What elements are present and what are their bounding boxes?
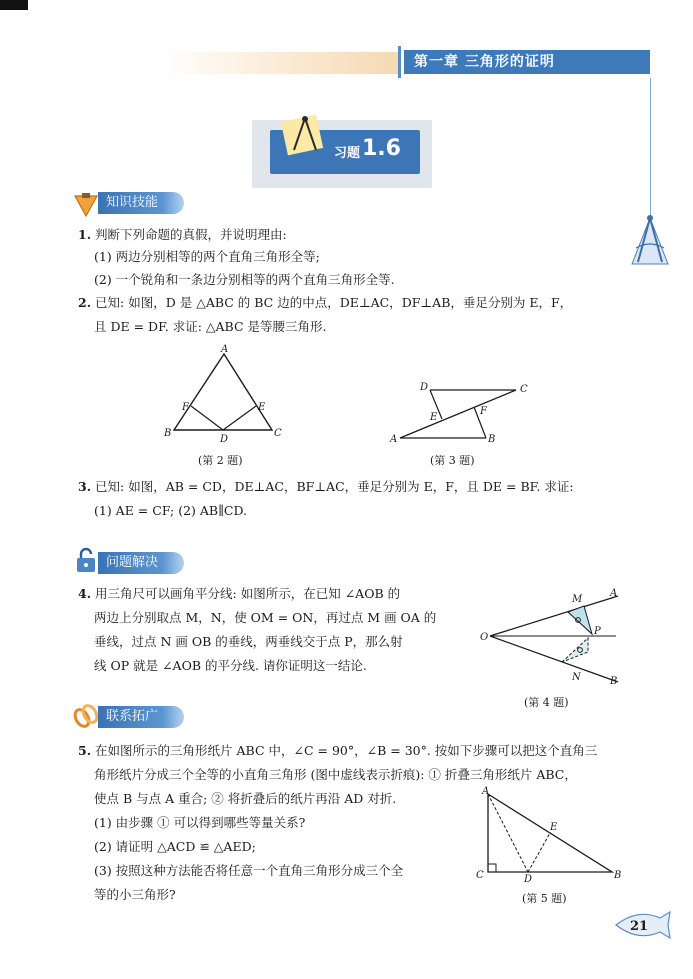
figure-q4 bbox=[476, 586, 626, 688]
figure-q5 bbox=[474, 784, 624, 884]
q5-label-b: B bbox=[614, 870, 622, 881]
q4-label-o: O bbox=[480, 632, 489, 643]
q4-label-b: B bbox=[610, 676, 618, 687]
q2-number: 2. bbox=[78, 295, 92, 310]
exercise-label: 习题 bbox=[334, 146, 361, 161]
header-separator bbox=[398, 46, 401, 78]
corner-mark bbox=[0, 0, 28, 10]
q2-label-f: F bbox=[182, 402, 189, 413]
q3-caption: (第 3 题) bbox=[430, 454, 475, 467]
chapter-title: 第一章 三角形的证明 bbox=[404, 50, 650, 74]
exercise-number: 1.6 bbox=[362, 136, 401, 161]
chain-link-icon bbox=[72, 702, 100, 730]
q2-line1: 已知: 如图，D 是 △ABC 的 BC 边的中点，DE⊥AC，DF⊥AB，垂足分别为 E，F， bbox=[95, 295, 573, 310]
q5-item-a: (1) 由步骤 ① 可以得到哪些等量关系? bbox=[94, 815, 306, 830]
q4-line4: 线 OP 就是 ∠AOB 的平分线. 请你证明这一结论. bbox=[94, 658, 367, 673]
header-gradient-band bbox=[160, 52, 400, 74]
q3-label-d: D bbox=[420, 382, 429, 393]
q3-label-c: C bbox=[520, 384, 528, 395]
q3-line1: 已知: 如图，AB = CD，DE⊥AC，BF⊥AC，垂足分别为 E，F，且 DE = BF. 求证: bbox=[95, 479, 574, 494]
q5-line2: 角形纸片分成三个全等的小直角三角形 (图中虚线表示折痕): ① 折叠三角形纸片 ABC， bbox=[94, 767, 577, 782]
q5-label-d: D bbox=[524, 874, 533, 884]
q5-line3: 使点 B 与点 A 重合; ② 将折叠后的纸片再沿 AD 对折. bbox=[94, 791, 397, 806]
q4-line3: 垂线，过点 N 画 OB 的垂线，两垂线交于点 P，那么射 bbox=[94, 634, 403, 649]
q2-label-b: B bbox=[164, 428, 172, 439]
q5-number: 5. bbox=[78, 743, 92, 758]
q3-label-f: F bbox=[480, 406, 487, 417]
q5-caption: (第 5 题) bbox=[522, 892, 567, 905]
q5-label-e: E bbox=[550, 822, 558, 833]
q4-number: 4. bbox=[78, 586, 92, 601]
pencil-badge-icon bbox=[72, 190, 100, 218]
q5-item-c1: (3) 按照这种方法能否将任意一个直角三角形分成三个全 bbox=[94, 863, 404, 878]
q4-line1: 用三角尺可以画角平分线: 如图所示，在已知 ∠AOB 的 bbox=[95, 586, 401, 601]
q5-item-c2: 等的小三角形? bbox=[94, 887, 176, 902]
q4-label-p: P bbox=[594, 626, 601, 637]
q4-label-m: M bbox=[572, 594, 583, 605]
page-number: 21 bbox=[630, 919, 649, 934]
q1-item-a: (1) 两边分别相等的两个直角三角形全等; bbox=[94, 249, 320, 264]
q3-label-b: B bbox=[488, 434, 496, 445]
q3-label-e: E bbox=[430, 412, 438, 423]
q3-number: 3. bbox=[78, 479, 92, 494]
q4-line2: 两边上分别取点 M，N，使 OM = ON，再过点 M 画 OA 的 bbox=[94, 610, 437, 625]
section-extension: 联系拓广 bbox=[98, 706, 184, 728]
q5-item-b: (2) 请证明 △ACD ≌ △AED; bbox=[94, 839, 256, 854]
q5-label-a: A bbox=[482, 786, 490, 797]
q1-item-b: (2) 一个锐角和一条边分别相等的两个直角三角形全等. bbox=[94, 272, 395, 287]
q1-text: 判断下列命题的真假，并说明理由: bbox=[95, 227, 287, 242]
q2-line2: 且 DE = DF. 求证: △ABC 是等腰三角形. bbox=[94, 319, 327, 334]
q4-label-n: N bbox=[572, 672, 581, 683]
figure-q3 bbox=[386, 378, 536, 446]
page-number-badge bbox=[612, 908, 672, 942]
q2-label-c: C bbox=[274, 428, 282, 439]
q2-label-d: D bbox=[220, 434, 229, 445]
q5-line1: 在如图所示的三角形纸片 ABC 中，∠C = 90°，∠B = 30°. 按如下步骤可以把这个直角三 bbox=[95, 743, 598, 758]
margin-rule bbox=[650, 78, 651, 218]
section-problem: 问题解决 bbox=[98, 552, 184, 574]
q4-caption: (第 4 题) bbox=[524, 696, 569, 709]
q1-number: 1. bbox=[78, 227, 92, 242]
q3-line2: (1) AE = CF; (2) AB∥CD. bbox=[94, 503, 248, 518]
q2-label-e: E bbox=[258, 402, 266, 413]
compass-icon bbox=[628, 212, 672, 268]
q4-label-a: A bbox=[610, 588, 618, 599]
q3-label-a: A bbox=[390, 434, 398, 445]
section-skills: 知识技能 bbox=[98, 192, 184, 214]
lock-icon bbox=[72, 546, 100, 574]
q2-caption: (第 2 题) bbox=[198, 454, 243, 467]
drawing-compass-icon bbox=[288, 114, 322, 154]
q5-label-c: C bbox=[476, 870, 484, 881]
q2-label-a: A bbox=[221, 344, 229, 355]
figure-q2 bbox=[160, 344, 290, 446]
